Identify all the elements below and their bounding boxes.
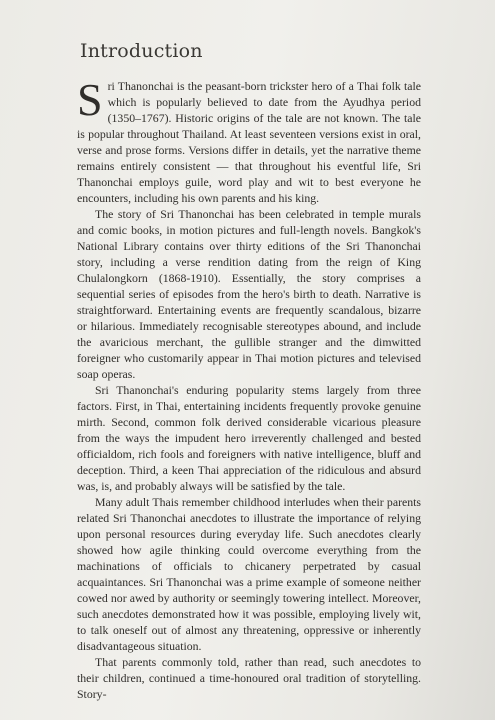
page-title: Introduction [80, 40, 203, 62]
paragraph-1 [77, 74, 421, 206]
paragraph-2: The story of Sri Thanonchai has been celebrated in temple murals and comic books, in motion pictures and full-length novels. Bangkok's National Library contains over thirty editions of the Sri Thanonchai story, including a verse rendition dating from the reign of King Chulalongkorn (1868-1910). Essentially, the story comprises a sequential series of episodes from the hero's birth to death. Narrative is straightforward. Entertaining events are frequently scandalous, bizarre or hilarious. Immediately recognisable stereotypes abound, and include the avaricious merchant, the gullible stranger and the dimwitted foreigner who customarily appear in Thai motion pictures and televised soap operas. [77, 207, 421, 381]
paragraph-4: Many adult Thais remember childhood interludes when their parents related Sri Thanonchai anecdotes to illustrate the importance of relying upon personal resources during everyday life. Such anecdotes clearly showed how agile thinking could overcome everything from the machinations of officials to chicanery perpetrated by casual acquaintances. Sri Thanonchai was a prime example of someone neither cowed nor awed by authority or seemingly towering intellect. Moreover, such anecdotes demonstrated how it was possible, employing lively wit, to talk oneself out of almost any threatening, oppressive or inherently disadvantageous situation. [77, 495, 421, 653]
paragraph-3: Sri Thanonchai's enduring popularity stems largely from three factors. First, in Thai, entertaining incidents frequently provoke genuine mirth. Second, common folk derived considerable vicarious pleasure from the ways the impudent hero irreverently challenged and bested officialdom, rich fools and foreigners with native intelligence, bluff and deception. Third, a keen Thai appreciation of the ridiculous and absurd was, is, and probably always will be satisfied by the tale. [77, 383, 421, 493]
paragraph-5: That parents commonly told, rather than read, such anecdotes to their children, continued a time-honoured oral tradition of storytelling. Story- [77, 655, 421, 701]
drop-cap: S [77, 74, 103, 125]
paragraph-1-text: ri Thanonchai is the peasant-born trickster hero of a Thai folk tale which is popularly believed to date from the Ayudhya period (1350–1767). Historic origins of the tale are not known. The tale is popular throughout Thailand. At least seventeen versions exist in oral, verse and prose forms. Versions differ in details, yet the narrative theme remains entirely consistent — that throughout his eventful life, Sri Thanonchai employs guile, word play and wit to best everyone he encounters, including his own parents and his king. [77, 79, 421, 205]
body-text [77, 74, 421, 702]
